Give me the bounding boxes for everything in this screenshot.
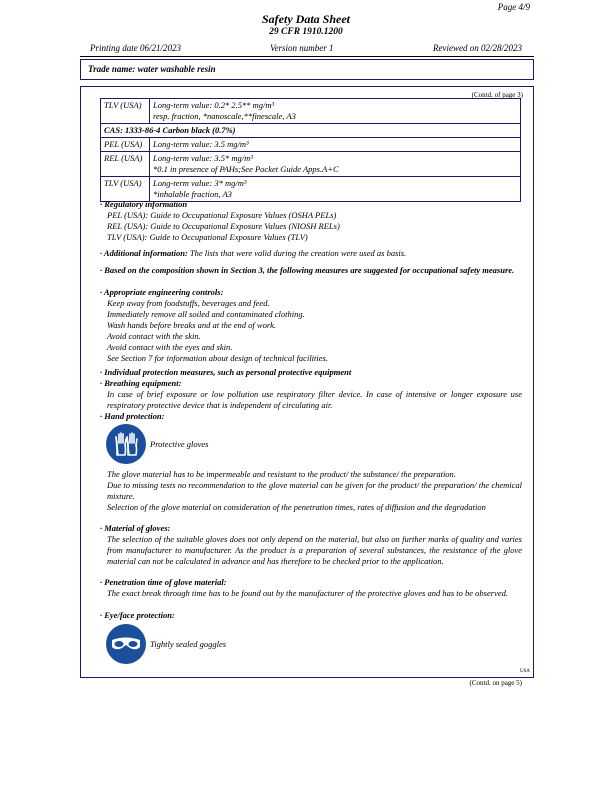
eye-face-protection [100,610,522,621]
list-item: See Section 7 for information about design of technical facilities. [107,353,328,363]
table-row [101,138,521,152]
goggles-label: Tightly sealed goggles [150,639,227,649]
paragraph: The exact break through time has to be found out by the manufacturer of the protective gloves and has to be observed. [107,588,508,598]
list-item: Avoid contact with the skin. [107,331,201,341]
section-heading: · Appropriate engineering controls: [100,287,224,297]
paragraph: The glove material has to be impermeable and resistant to the product/ the substance/ the preparation. [107,469,456,479]
paragraph: Due to missing tests no recommendation to the glove material can be given for the product/ the preparation/ the chemical mixture. [107,480,522,501]
reviewed-date: Reviewed on 02/28/2023 [433,43,522,53]
list-item: Avoid contact with the eyes and skin. [107,342,233,352]
material-of-gloves [100,523,522,567]
trade-name: Trade name: water washable resin [88,64,216,74]
section-heading: · Material of gloves: [100,523,171,533]
header-divider [80,56,534,57]
limit-value-note: resp. fraction, *nanoscale,**finescale, A3 [153,111,296,121]
regulatory-line: REL (USA): Guide to Occupational Exposure Values (NIOSH RELs) [107,221,340,231]
section-heading: · Regulatory information [100,199,188,209]
limit-type: PEL (USA) [101,138,150,152]
section-heading: · Penetration time of glove material: [100,577,227,587]
paragraph: The selection of the suitable gloves does not only depend on the material, but also on further marks of quality and varies from manufacturer to manufacturer. As the product is a preparation of several substances, the resistance of the glove material can not be calculated in advance and has therefore to be checked prior to the application. [107,534,522,566]
limit-value: Long-term value: 3.5 mg/m³ [150,138,521,152]
goggles-icon-glyph [110,634,142,654]
gloves-icon-glyph [111,429,141,459]
gloves-icon [106,424,146,464]
limit-value-note: *inhalable fraction, A3 [153,189,232,199]
document-title: Safety Data Sheet [262,12,350,26]
continued-on-note: (Contd. on page 5) [469,679,522,687]
limit-type: TLV (USA) [101,99,150,124]
regulation-reference: 29 CFR 1910.1200 [269,27,343,37]
penetration-time [100,577,522,599]
regulatory-line: PEL (USA): Guide to Occupational Exposure Values (OSHA PELs) [107,210,337,220]
limit-value-line: Long-term value: 3.5* mg/m³ [153,153,253,163]
section-heading: · Additional information: [100,248,188,258]
additional-information [100,248,522,259]
country-marker: USA [519,669,530,674]
trade-name-box [80,59,534,80]
table-row [101,124,521,138]
additional-text: The lists that were valid during the creation were used as basis. [187,248,407,258]
limit-type: TLV (USA) [101,177,150,202]
exposure-limits-table [100,98,521,202]
limit-value-note: *0.1 in presence of PAHs;See Pocket Guide Apps.A+C [153,164,339,174]
table-row [101,177,521,202]
based-on-note: · Based on the composition shown in Section 3, the following measures are suggested for occupational safety measure. [100,265,515,275]
breathing-text: In case of brief exposure or low pollution use respiratory filter device. In case of intensive or longer exposure use respiratory protective device that is independent of circulating air. [107,389,522,410]
list-item: Keep away from foodstuffs, beverages and feed. [107,298,270,308]
regulatory-line: TLV (USA): Guide to Occupational Exposure Values (TLV) [107,232,308,242]
breathing-equipment [100,378,522,411]
goggles-icon [106,624,146,664]
ppe-heading: · Individual protection measures, such as personal protective equipment [100,367,352,377]
regulatory-section [100,199,522,243]
paragraph: Selection of the glove material on consideration of the penetration times, rates of diffusion and the degradation [107,502,486,512]
section-heading: · Hand protection: [100,411,165,421]
list-item: Wash hands before breaks and at the end of work. [107,320,277,330]
limit-type: REL (USA) [101,152,150,177]
limit-value [150,99,521,124]
gloves-label: Protective gloves [150,439,209,449]
printing-date: Printing date 06/21/2023 [90,43,181,53]
glove-material-notes [100,469,522,513]
table-row [101,99,521,124]
engineering-controls [100,287,522,364]
limit-value [150,152,521,177]
page-number: Page 4/9 [497,2,530,12]
section-heading: · Breathing equipment: [100,378,182,388]
limit-value-line: Long-term value: 0.2* 2.5** mg/m³ [153,100,275,110]
cas-heading: CAS: 1333-86-4 Carbon black (0.7%) [101,124,521,138]
table-row [101,152,521,177]
limit-value [150,177,521,202]
continued-from-note: (Contd. of page 3) [471,91,523,99]
limit-value-line: Long-term value: 3* mg/m³ [153,178,247,188]
hand-protection [100,411,522,422]
version-number: Version number 1 [270,43,334,53]
list-item: Immediately remove all soiled and contaminated clothing. [107,309,305,319]
section-heading: · Eye/face protection: [100,610,175,620]
